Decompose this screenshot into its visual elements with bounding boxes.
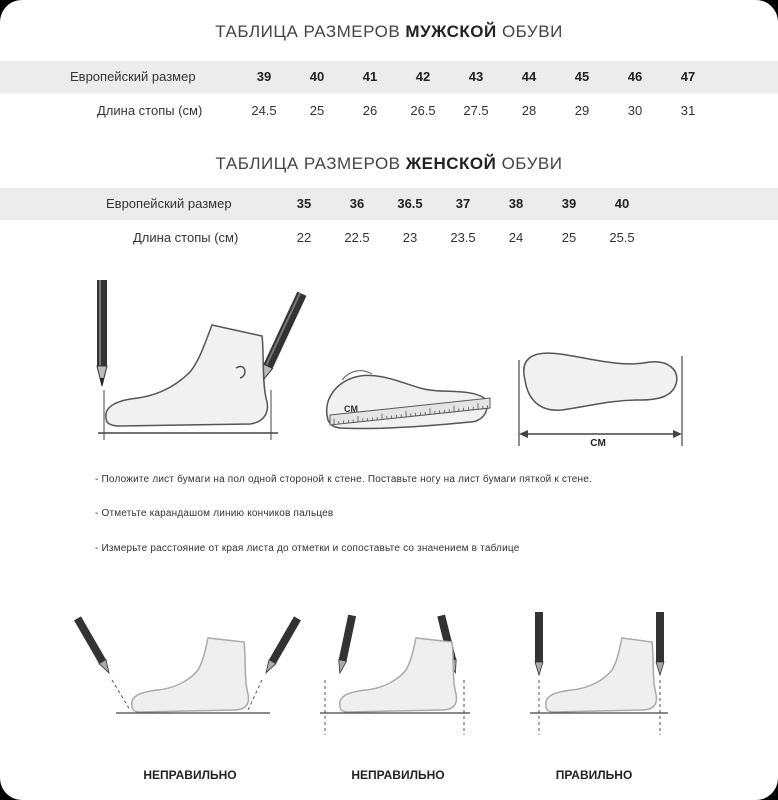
men-size-cell: 47 [680,69,696,84]
examples-diagram [0,600,778,740]
pencil-icon [263,616,301,675]
men-size-label: Европейский размер [70,69,196,84]
women-length-cell: 22.5 [344,230,370,245]
women-length-cell: 22 [296,230,312,245]
example-wrong-2 [320,615,470,735]
men-length-row [0,95,778,127]
women-size-cell: 38 [508,196,524,211]
men-size-cell: 41 [362,69,378,84]
women-length-cell: 23 [402,230,418,245]
sole-unit-label: CM [590,438,606,449]
caption-wrong-1: НЕПРАВИЛЬНО [143,768,237,782]
men-length-label: Длина стопы (см) [97,103,203,118]
men-size-cell: 44 [521,69,537,84]
men-length-cell: 27.5 [463,103,489,118]
men-length-cell: 26.5 [410,103,436,118]
pencil-icon [656,612,664,675]
women-size-cell: 37 [455,196,471,211]
sole-top-icon [524,353,677,410]
men-size-cell: 40 [309,69,325,84]
women-length-row [0,222,778,254]
men-length-cell: 26 [362,103,378,118]
foot-side-icon [106,325,268,426]
example-wrong-1 [74,616,301,713]
measurement-diagram [0,270,778,450]
women-length-label: Длина стопы (см) [133,230,239,245]
caption-wrong-2: НЕПРАВИЛЬНО [351,768,445,782]
women-length-cell: 25.5 [609,230,635,245]
men-length-cell: 24.5 [251,103,277,118]
women-size-cell: 35 [296,196,312,211]
tape-measure-foot-icon [327,371,490,429]
example-correct [530,612,668,735]
men-length-cell: 25 [309,103,325,118]
men-size-cell: 46 [627,69,643,84]
men-length-cell: 29 [574,103,590,118]
foot-icon [340,638,457,712]
instruction-2: - Отметьте карандашом линию кончиков пальцев [95,508,334,519]
women-size-cell: 36 [349,196,365,211]
women-length-cell: 24 [508,230,524,245]
women-size-cell: 39 [561,196,577,211]
women-size-cell: 36.5 [397,196,423,211]
pencil-icon [336,615,356,674]
men-size-cell: 39 [256,69,272,84]
women-size-label: Европейский размер [106,196,232,211]
men-size-row [0,61,778,93]
men-length-cell: 28 [521,103,537,118]
pencil-icon [535,612,543,675]
instruction-3: - Измерьте расстояние от края листа до отметки и сопоставьте со значением в таблице [95,543,520,554]
pencil-icon [74,616,112,675]
foot-icon [132,638,249,712]
men-table-title: ТАБЛИЦА РАЗМЕРОВ МУЖСКОЙ ОБУВИ [215,22,563,41]
tape-unit-label: CM [344,404,358,414]
women-length-cell: 23.5 [450,230,476,245]
men-size-cell: 43 [468,69,484,84]
women-length-cell: 25 [561,230,577,245]
women-size-row [0,188,778,220]
women-table-title: ТАБЛИЦА РАЗМЕРОВ ЖЕНСКОЙ ОБУВИ [215,154,563,173]
men-size-cell: 42 [415,69,431,84]
women-size-cell: 40 [614,196,630,211]
men-length-cell: 31 [680,103,696,118]
men-length-cell: 30 [627,103,643,118]
pencil-left-icon [97,280,107,386]
caption-correct: ПРАВИЛЬНО [555,768,633,782]
foot-icon [546,638,657,712]
instruction-1: - Положите лист бумаги на пол одной стороной к стене. Поставьте ногу на лист бумаги пяткой к стене. [95,474,593,485]
men-size-cell: 45 [574,69,590,84]
